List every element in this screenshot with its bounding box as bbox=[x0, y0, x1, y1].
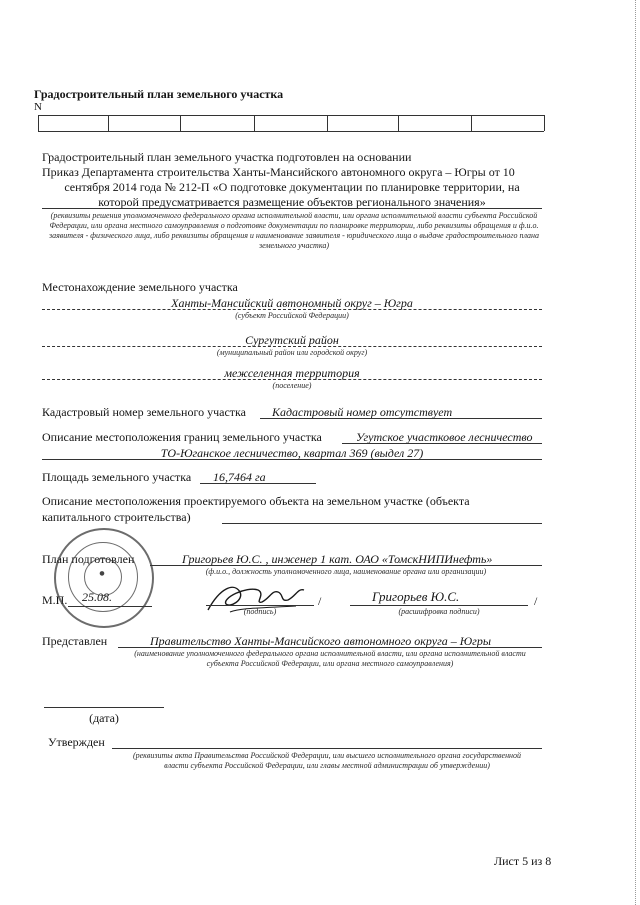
basis-note: (реквизиты решения уполномоченного федерального органа исполнительной власти, или органа исполнительной власти субъекта Российской Федерации, или органа местного самоуправления о подготовке документации по планировке территории, либо реквизиты обращения и ф.и.о. заявителя - физического лица, либо реквизиты обращения и наименование заявителя - юридического лица о выдаче градостроительного плана земельного участка) bbox=[48, 211, 540, 250]
presented-label: Представлен bbox=[42, 634, 108, 648]
area-label: Площадь земельного участка bbox=[42, 470, 192, 484]
slash-separator: / bbox=[318, 594, 322, 608]
borders-label: Описание местоположения границ земельного участка bbox=[42, 430, 322, 444]
basis-line-1: Приказ Департамента строительства Ханты-Мансийского автономного округа – Югры от 10 bbox=[42, 165, 515, 179]
number-label: N bbox=[34, 101, 42, 113]
slash-separator-2: / bbox=[534, 594, 538, 608]
page-edge-scan-line bbox=[635, 0, 636, 905]
basis-line-2: сентября 2014 года № 212-П «О подготовке документации по планировке территории, на bbox=[64, 180, 520, 194]
prepared-note: (ф.и.о., должность уполномоченного лица, наименование органа или организации) bbox=[205, 567, 487, 576]
object-label-1: Описание местоположения проектируемого объекта на земельном участке (объекта bbox=[42, 494, 470, 508]
approved-note: (реквизиты акта Правительства Российской Федерации, или высшего исполнительного органа государственной власти субъекта Российской Федерации, или главы местной администрации об утверждении) bbox=[132, 751, 522, 770]
borders-value-1: Угутское участковое лесничество bbox=[356, 430, 533, 444]
object-label-2: капитального строительства) bbox=[42, 510, 191, 524]
basis-heading: Градостроительный план земельного участка подготовлен на основании bbox=[42, 150, 412, 164]
signature-note: (подпись) bbox=[243, 607, 277, 616]
district-note: (муниципальный район или городской округ) bbox=[216, 348, 368, 357]
prepared-value: Григорьев Ю.С. , инженер 1 кат. ОАО «ТомскНИПИнефть» bbox=[182, 552, 493, 566]
presented-note: (наименование уполномоченного федерального органа исполнительной власти, или органа исполнительной власти субъекта Российской Федерации, или органа местного самоуправления) bbox=[134, 649, 526, 668]
location-label: Местонахождение земельного участка bbox=[42, 280, 238, 294]
date-note: (дата) bbox=[89, 711, 119, 725]
presented-value: Правительство Ханты-Мансийского автономного округа – Югры bbox=[150, 634, 491, 648]
borders-value-2: ТО-Юганское лесничество, квартал 369 (выдел 27) bbox=[160, 446, 424, 460]
sheet-number: Лист 5 из 8 bbox=[494, 854, 552, 868]
prepared-label: План подготовлен bbox=[42, 552, 135, 566]
mp-label: М.П. bbox=[42, 593, 68, 607]
signature-decode-handwritten: Григорьев Ю.С. bbox=[372, 589, 460, 604]
settlement-note: (поселение) bbox=[272, 381, 312, 390]
district-value: Сургутский район bbox=[245, 333, 339, 347]
cadastral-value: Кадастровый номер отсутствует bbox=[272, 405, 453, 419]
approved-label: Утвержден bbox=[48, 735, 105, 749]
settlement-value: межселенная территория bbox=[224, 366, 360, 380]
area-value: 16,7464 га bbox=[213, 470, 266, 484]
cadastral-label: Кадастровый номер земельного участка bbox=[42, 405, 246, 419]
signature-decode-note: (расшифровка подписи) bbox=[398, 607, 480, 616]
subject-value: Ханты-Мансийский автономный округ – Югра bbox=[171, 296, 413, 310]
document-title: Градостроительный план земельного участка bbox=[34, 87, 284, 101]
basis-line-3: которой предусматривается размещение объектов регионального значения» bbox=[98, 195, 486, 209]
stamp-date: 25.08. bbox=[82, 590, 112, 604]
subject-note: (субъект Российской Федерации) bbox=[235, 311, 349, 320]
